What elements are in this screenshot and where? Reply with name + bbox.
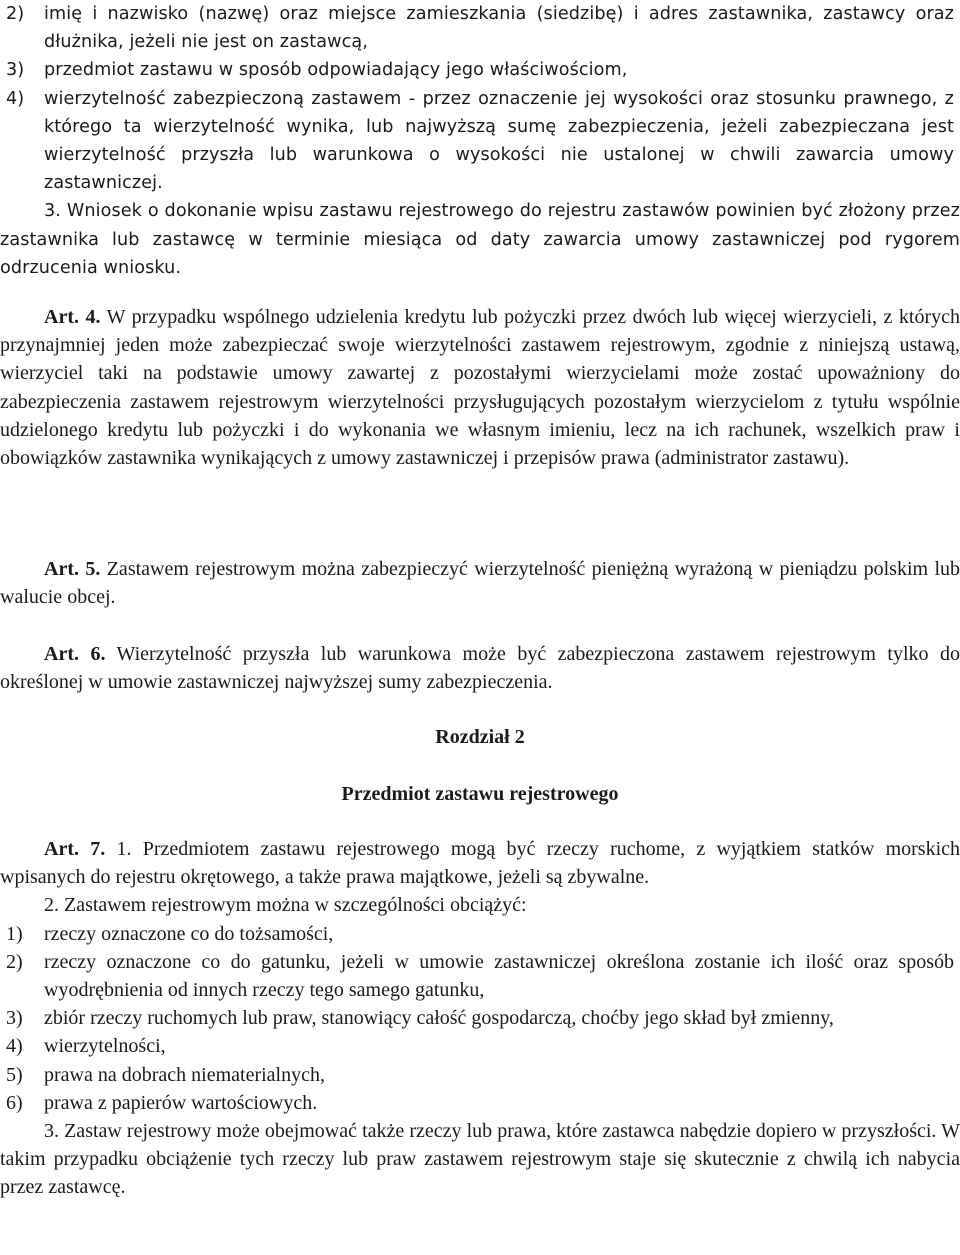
article-label: Art. 5. [44, 558, 101, 580]
article-6-paragraph [0, 640, 960, 696]
article-label: Art. 6. [44, 643, 106, 665]
item-text: prawa z papierów wartościowych. [44, 1091, 318, 1114]
paragraph-number: 2. [44, 894, 59, 917]
item-number: 1) [6, 922, 23, 945]
list-item [0, 1032, 960, 1060]
article-6 [0, 640, 960, 696]
item-number: 5) [6, 1063, 23, 1086]
list-item [0, 948, 960, 1004]
article-7 [0, 835, 960, 1202]
item-text: imię i nazwisko (nazwę) oraz miejsce zamieszkania (siedzibę) i adres zastawnika, zastawcy oraz dłużnika, jeżeli nie jest on zastawcą, [44, 4, 954, 53]
paragraph-text: Wniosek o dokonanie wpisu zastawu rejestrowego do rejestru zastawów powinien być złożony przez zastawnika lub zastawcę w terminie miesiąca od daty zawarcia umowy zastawniczej pod rygorem odrzucenia wniosku. [0, 201, 960, 278]
article-4 [0, 303, 960, 472]
list-item [0, 920, 960, 948]
article-7-paragraph-1 [0, 835, 960, 891]
item-number: 4) [6, 1035, 23, 1058]
list-item [0, 0, 960, 56]
item-text: wierzytelności, [44, 1035, 166, 1058]
paragraph-3 [0, 197, 960, 282]
paragraph-number: 1. [116, 838, 132, 860]
chapter-number: Rozdział 2 [435, 726, 525, 748]
article-5-paragraph [0, 555, 960, 611]
paragraph-number: 3. [44, 201, 61, 222]
item-number: 2) [6, 950, 23, 973]
article-text: W przypadku wspólnego udzielenia kredytu lub pożyczki przez dwóch lub więcej wierzycieli, z których przynajmniej jeden może zabezpieczać swoje wierzytelności zastawem rejestrowym, zgodnie z niniejszą ustawą, wierzyciel taki na podstawie umowy zawartej z pozostałymi wierzycielami może zostać upoważniony do zabezpieczenia zastawem rejestrowym wierzytelności przysługujących pozostałym wierzycielom z tytułu wspólnie udzielonego kredytu lub pożyczki i do wykonania we własnym imieniu, lecz na ich rachunek, wszelkich praw i obowiązków zastawnika wynikających z umowy zastawniczej i przepisów prawa (administrator zastawu). [0, 306, 960, 470]
chapter-title: Przedmiot zastawu rejestrowego [341, 783, 619, 805]
item-number: 3) [6, 1007, 23, 1030]
article-5 [0, 555, 960, 611]
item-number: 6) [6, 1091, 23, 1114]
list-item [0, 85, 960, 198]
article-text: Wierzytelność przyszła lub warunkowa może być zabezpieczona zastawem rejestrowym tylko do określonej w umowie zastawniczej najwyższej sumy zabezpieczenia. [0, 643, 960, 694]
paragraph-text: Zastawem rejestrowym można w szczególności obciążyć: [64, 894, 527, 917]
list-item [0, 1004, 960, 1032]
paragraph-number: 3. [44, 1120, 59, 1143]
chapter-title-block [0, 780, 960, 808]
list-item [0, 56, 960, 84]
paragraph-text: Przedmiotem zastawu rejestrowego mogą być rzeczy ruchome, z wyjątkiem statków morskich wpisanych do rejestru okrętowego, a także prawa majątkowe, jeżeli są zbywalne. [0, 838, 960, 889]
article-label: Art. 7. [44, 838, 106, 860]
item-number: 2) [6, 4, 25, 24]
item-text: przedmiot zastawu w sposób odpowiadający jego właściwościom, [44, 60, 628, 81]
paragraph-text: Zastaw rejestrowy może obejmować także rzeczy lub prawa, które zastawca nabędzie dopiero w przyszłości. W takim przypadku obciążenie tych rzeczy lub praw zastawem rejestrowym staje się skutecznie z chwilą ich nabycia przez zastawcę. [0, 1120, 960, 1199]
article-7-paragraph-3 [0, 1117, 960, 1202]
top-section [0, 0, 960, 282]
article-label: Art. 4. [44, 306, 101, 328]
chapter-heading [0, 723, 960, 751]
item-number: 4) [6, 88, 25, 109]
item-text: rzeczy oznaczone co do gatunku, jeżeli w umowie zastawniczej określona zostanie ich ilość oraz sposób wyodrębnienia od innych rzeczy tego samego gatunku, [44, 950, 954, 1002]
item-text: wierzytelność zabezpieczoną zastawem - przez oznaczenie jej wysokości oraz stosunku prawnego, z którego ta wierzytelność wynika, lub najwyższą sumę zabezpieczenia, jeżeli zabezpieczana jest wierzytelność przyszła lub warunkowa o wysokości nie ustalonej w chwili zawarcia umowy zastawniczej. [44, 88, 954, 194]
item-text: zbiór rzeczy ruchomych lub praw, stanowiący całość gospodarczą, choćby jego skład był zmienny, [44, 1007, 834, 1030]
article-text: Zastawem rejestrowym można zabezpieczyć wierzytelność pieniężną wyrażoną w pieniądzu polskim lub walucie obcej. [0, 558, 960, 609]
article-4-paragraph [0, 303, 960, 472]
item-number: 3) [6, 60, 25, 81]
article-7-paragraph-2 [0, 891, 960, 919]
list-item [0, 1089, 960, 1117]
item-text: rzeczy oznaczone co do tożsamości, [44, 922, 334, 945]
list-item [0, 1061, 960, 1089]
item-text: prawa na dobrach niematerialnych, [44, 1063, 325, 1086]
